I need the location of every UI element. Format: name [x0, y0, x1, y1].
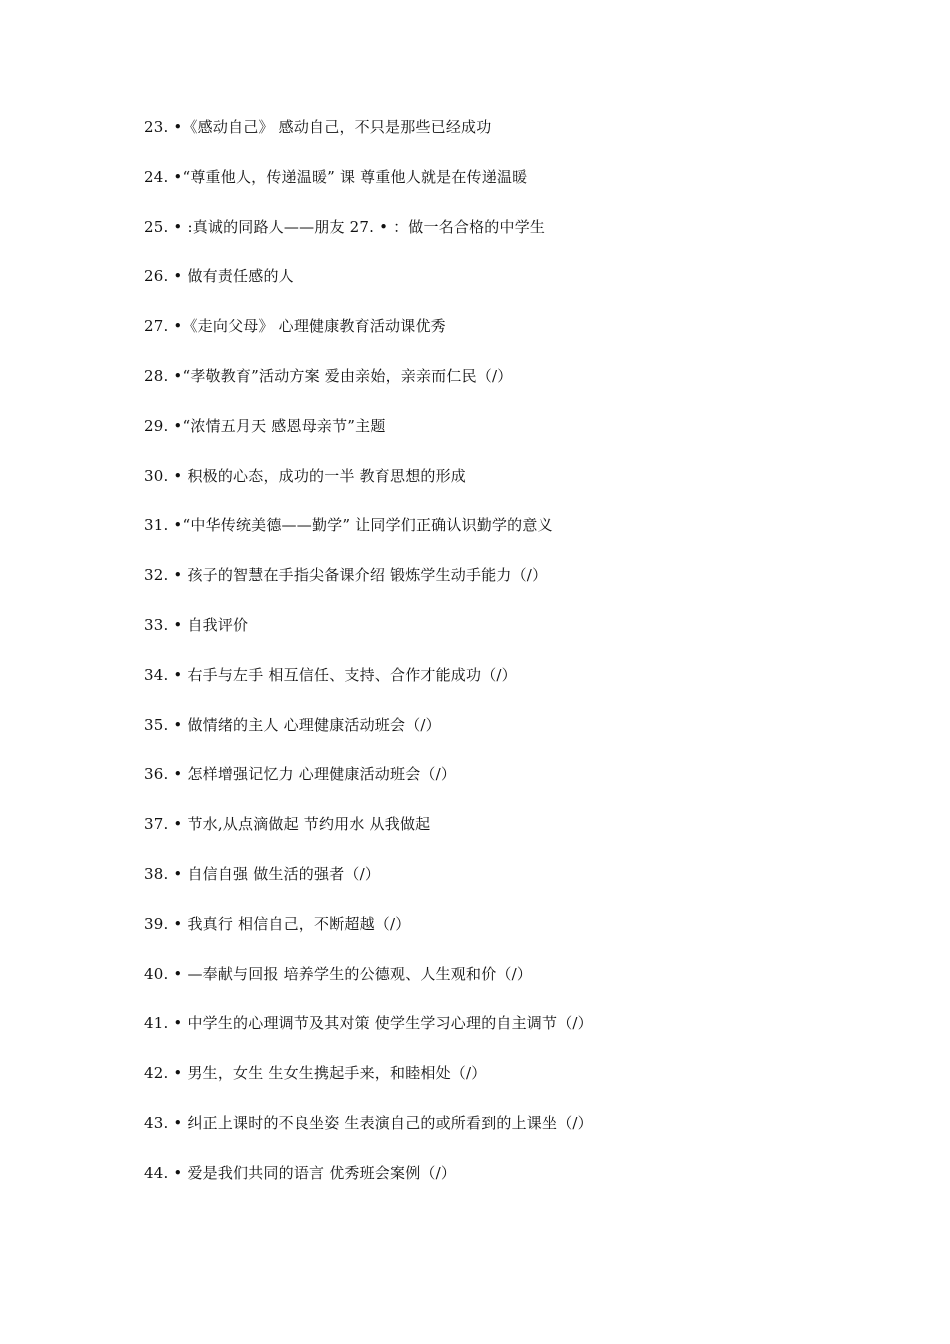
list-item: 39. • 我真行 相信自己，不断超越（/） — [144, 914, 411, 933]
list-item: 23. •《感动自己》 感动自己，不只是那些已经成功 — [144, 118, 492, 136]
list-item: 40. • —奉献与回报 培养学生的公德观、人生观和价（/） — [144, 964, 533, 983]
list-item: 41. • 中学生的心理调节及其对策 使学生学习心理的自主调节（/） — [144, 1014, 593, 1033]
list-item: 30. • 积极的心态，成功的一半 教育思想的形成 — [144, 466, 467, 485]
list-item: 44. • 爱是我们共同的语言 优秀班会案例（/） — [144, 1163, 457, 1182]
list-item: 43. • 纠正上课时的不良坐姿 生表演自己的或所看到的上课坐（/） — [144, 1113, 593, 1132]
list-item: 32. • 孩子的智慧在手指尖备课介绍 锻炼学生动手能力（/） — [144, 566, 548, 585]
list-item: 31. •“中华传统美德——勤学” 让同学们正确认识勤学的意义 — [144, 516, 553, 535]
list-item: 29. •“浓情五月天 感恩母亲节”主题 — [144, 416, 386, 435]
list-item: 38. • 自信自强 做生活的强者（/） — [144, 864, 381, 883]
list-item: 36. • 怎样增强记忆力 心理健康活动班会（/） — [144, 765, 457, 784]
list-item: 33. • 自我评价 — [144, 615, 249, 634]
list-item: 34. • 右手与左手 相互信任、支持、合作才能成功（/） — [144, 665, 517, 684]
list-item: 25. • :真诚的同路人——朋友 27. • ：做一名合格的中学生 — [144, 217, 546, 236]
list-item: 28. •“孝敬教育”活动方案 爱由亲始，亲亲而仁民（/） — [144, 366, 513, 385]
list-item: 37. • 节水,从点滴做起 节约用水 从我做起 — [144, 815, 431, 834]
item-list — [144, 115, 904, 1211]
list-item: 26. • 做有责任感的人 — [144, 267, 294, 286]
list-item: 27. •《走向父母》 心理健康教育活动课优秀 — [144, 317, 446, 336]
list-item: 24. •“尊重他人，传递温暖” 课 尊重他人就是在传递温暖 — [144, 167, 528, 186]
list-item: 42. • 男生，女生 生女生携起手来，和睦相处（/） — [144, 1064, 487, 1083]
list-item: 35. • 做情绪的主人 心理健康活动班会（/） — [144, 715, 441, 734]
